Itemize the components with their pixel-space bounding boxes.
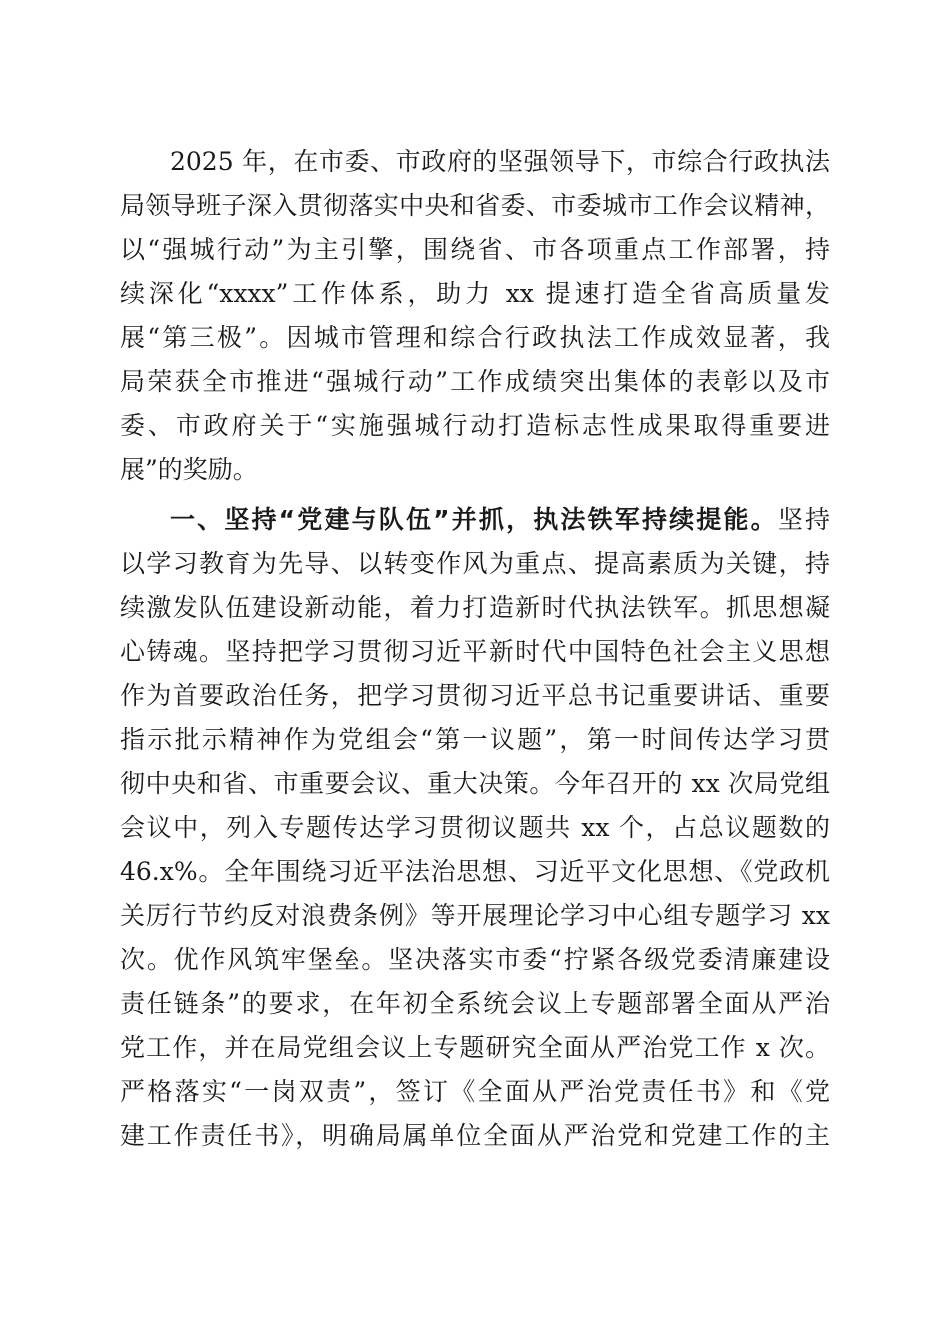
paragraph-2-line-7: 彻中央和省、市重要会议、重大决策。今年召开的 xx 次局党组	[120, 769, 830, 798]
paragraph-1-line-1: 2025 年，在市委、市政府的坚强领导下，市综合行政执法	[170, 147, 830, 176]
paragraph-2-line-11: 次。优作风筑牢堡垒。坚决落实市委“拧紧各级党委清廉建设	[120, 945, 830, 974]
paragraph-2-line-10: 关厉行节约反对浪费条例》等开展理论学习中心组专题学习 xx	[120, 901, 830, 930]
paragraph-1-line-5: 展“第三极”。因城市管理和综合行政执法工作成效显著，我	[120, 323, 830, 352]
paragraph-2-line-12: 责任链条”的要求，在年初全系统会议上专题部署全面从严治	[120, 989, 830, 1018]
paragraph-2-line-3: 续激发队伍建设新动能，着力打造新时代执法铁军。抓思想凝	[120, 593, 830, 622]
paragraph-2-line-1	[170, 498, 830, 542]
paragraph-1-line-6: 局荣获全市推进“强城行动”工作成绩突出集体的表彰以及市	[120, 367, 830, 396]
section-heading: 一、坚持“党建与队伍”并抓，执法铁军持续提能。	[170, 505, 778, 534]
paragraph-2-line-6: 指示批示精神作为党组会“第一议题”，第一时间传达学习贯	[120, 725, 830, 754]
heading-line-continuation: 坚持	[777, 505, 830, 534]
paragraph-1-line-3: 以“强城行动”为主引擎，围绕省、市各项重点工作部署，持	[120, 235, 830, 264]
paragraph-2-line-13: 党工作，并在局党组会议上专题研究全面从严治党工作 x 次。	[120, 1033, 830, 1062]
paragraph-2-line-15: 建工作责任书》，明确局属单位全面从严治党和党建工作的主	[120, 1121, 830, 1150]
paragraph-1-line-8: 展”的奖励。	[120, 455, 258, 484]
paragraph-1-line-2: 局领导班子深入贯彻落实中央和省委、市委城市工作会议精神，	[120, 191, 830, 220]
paragraph-2-line-9: 46.x%。全年围绕习近平法治思想、习近平文化思想、《党政机	[120, 857, 830, 886]
paragraph-2-line-8: 会议中，列入专题传达学习贯彻议题共 xx 个，占总议题数的	[120, 813, 830, 842]
paragraph-2-line-4: 心铸魂。坚持把学习贯彻习近平新时代中国特色社会主义思想	[120, 637, 830, 666]
paragraph-1-line-7: 委、市政府关于“实施强城行动打造标志性成果取得重要进	[120, 411, 830, 440]
paragraph-2-line-2: 以学习教育为先导、以转变作风为重点、提高素质为关键，持	[120, 549, 830, 578]
paragraph-2-line-5: 作为首要政治任务，把学习贯彻习近平总书记重要讲话、重要	[120, 681, 830, 710]
paragraph-1-line-4: 续深化“xxxx”工作体系，助力 xx 提速打造全省高质量发	[120, 279, 830, 308]
paragraph-2-line-14: 严格落实“一岗双责”，签订《全面从严治党责任书》和《党	[120, 1077, 830, 1106]
